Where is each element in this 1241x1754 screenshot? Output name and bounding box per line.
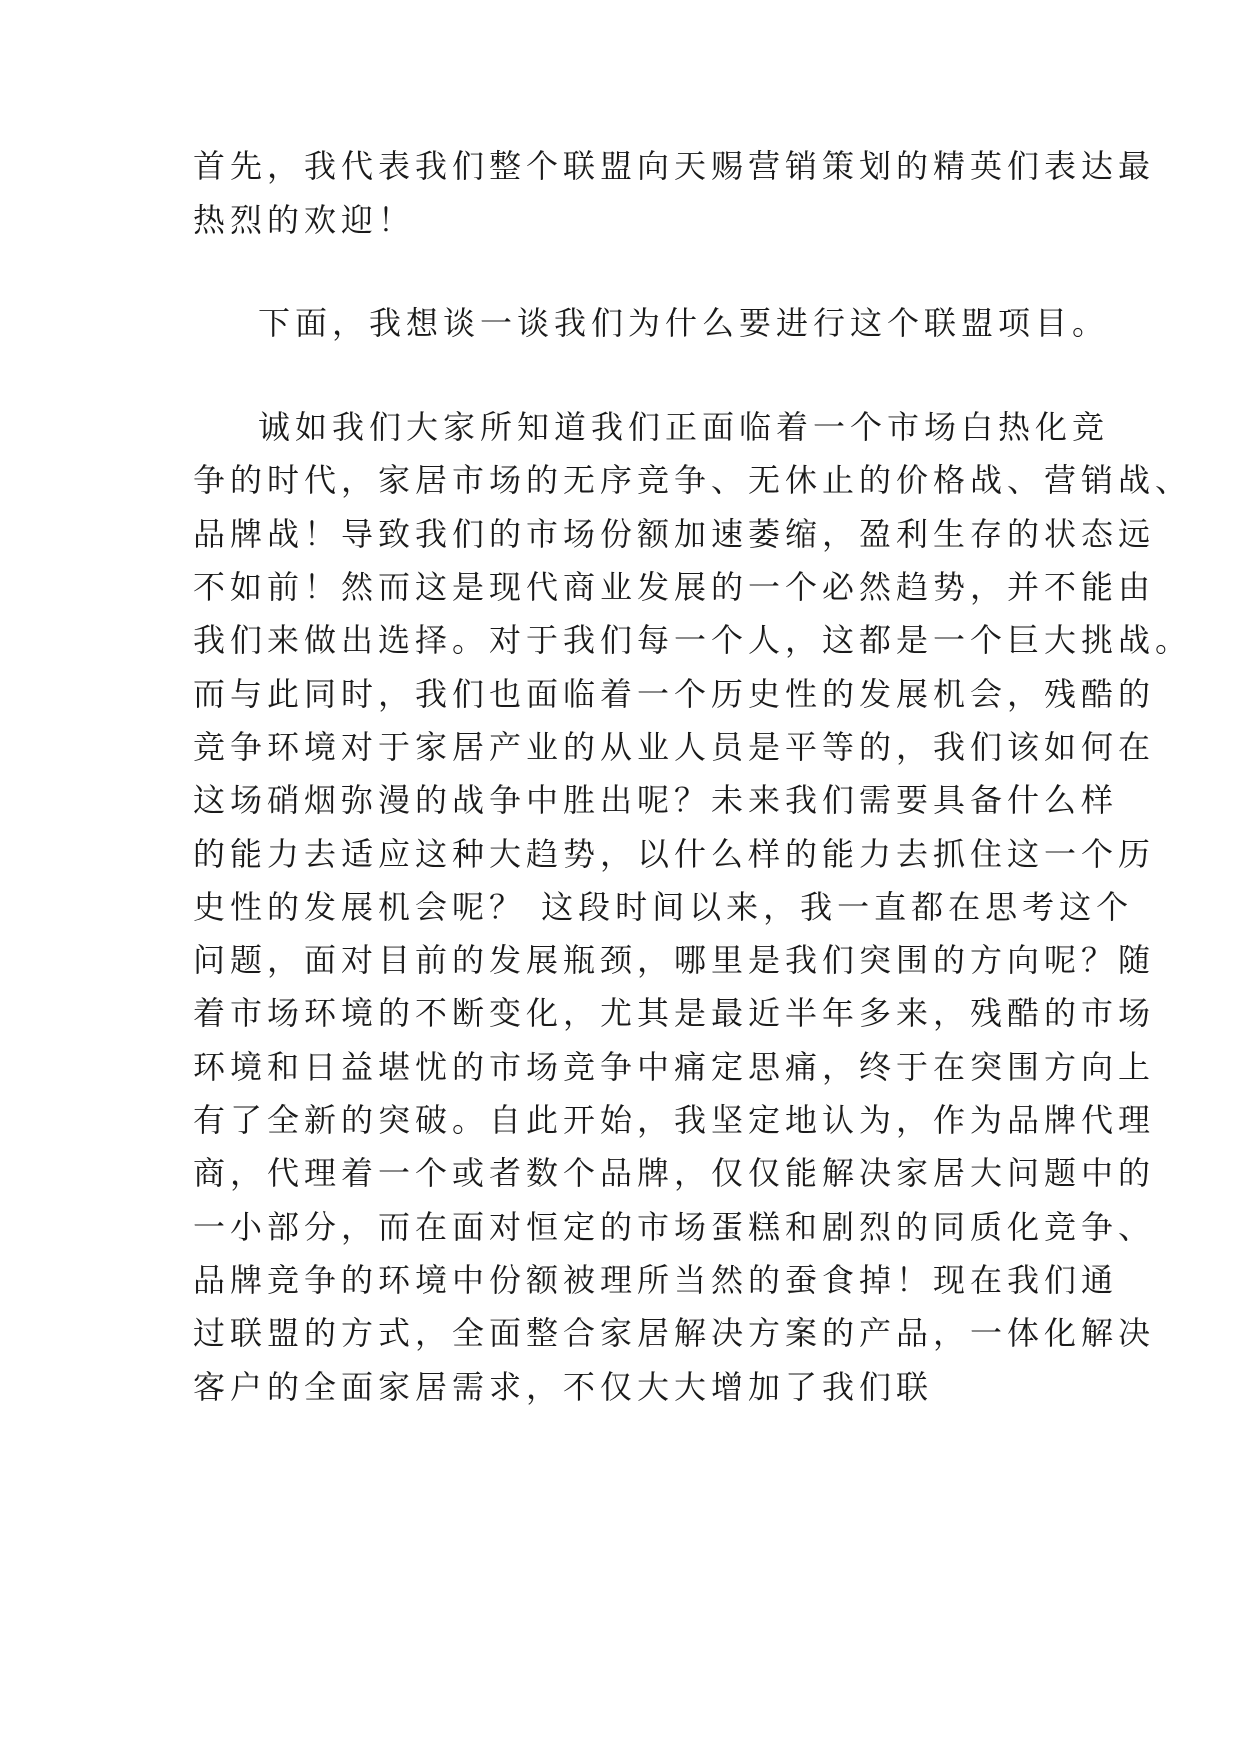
paragraph-3-line-13: 环境和日益堪忧的市场竞争中痛定思痛，终于在突围方向上 xyxy=(193,1048,1156,1086)
paragraph-3-line-6: 而与此同时，我们也面临着一个历史性的发展机会，残酷的 xyxy=(193,675,1156,713)
paragraph-3-line-11: 问题，面对目前的发展瓶颈，哪里是我们突围的方向呢？随 xyxy=(193,941,1156,979)
paragraph-3-line-17: 品牌竞争的环境中份额被理所当然的蚕食掉！现在我们通 xyxy=(193,1261,1119,1299)
paragraph-3-line-18: 过联盟的方式，全面整合家居解决方案的产品，一体化解决 xyxy=(193,1314,1156,1352)
paragraph-3-line-3: 品牌战！导致我们的市场份额加速萎缩，盈利生存的状态远 xyxy=(193,515,1156,553)
paragraph-3-line-19: 客户的全面家居需求，不仅大大增加了我们联 xyxy=(193,1368,934,1406)
paragraph-3-line-4: 不如前！然而这是现代商业发展的一个必然趋势，并不能由 xyxy=(193,568,1156,606)
paragraph-3-line-16: 一小部分，而在面对恒定的市场蛋糕和剧烈的同质化竞争、 xyxy=(193,1208,1156,1246)
paragraph-3-line-7: 竞争环境对于家居产业的从业人员是平等的，我们该如何在 xyxy=(193,728,1156,766)
paragraph-3-line-14: 有了全新的突破。自此开始，我坚定地认为，作为品牌代理 xyxy=(193,1101,1156,1139)
paragraph-3-line-12: 着市场环境的不断变化，尤其是最近半年多来，残酷的市场 xyxy=(193,994,1156,1032)
paragraph-3-line-2: 争的时代，家居市场的无序竞争、无休止的价格战、营销战、 xyxy=(193,461,1193,499)
paragraph-3-line-1: 诚如我们大家所知道我们正面临着一个市场白热化竞 xyxy=(258,408,1110,446)
paragraph-1-line-1: 首先，我代表我们整个联盟向天赐营销策划的精英们表达最 xyxy=(193,147,1156,185)
paragraph-3-line-10: 史性的发展机会呢？ 这段时间以来，我一直都在思考这个 xyxy=(193,888,1134,926)
paragraph-3-line-15: 商，代理着一个或者数个品牌，仅仅能解决家居大问题中的 xyxy=(193,1154,1156,1192)
paragraph-2-line-1: 下面，我想谈一谈我们为什么要进行这个联盟项目。 xyxy=(258,304,1110,342)
paragraph-3-line-9: 的能力去适应这种大趋势，以什么样的能力去抓住这一个历 xyxy=(193,835,1156,873)
paragraph-3-line-8: 这场硝烟弥漫的战争中胜出呢？未来我们需要具备什么样 xyxy=(193,781,1119,819)
paragraph-3-line-5: 我们来做出选择。对于我们每一个人，这都是一个巨大挑战。 xyxy=(193,621,1193,659)
paragraph-1-line-2: 热烈的欢迎！ xyxy=(193,201,416,239)
